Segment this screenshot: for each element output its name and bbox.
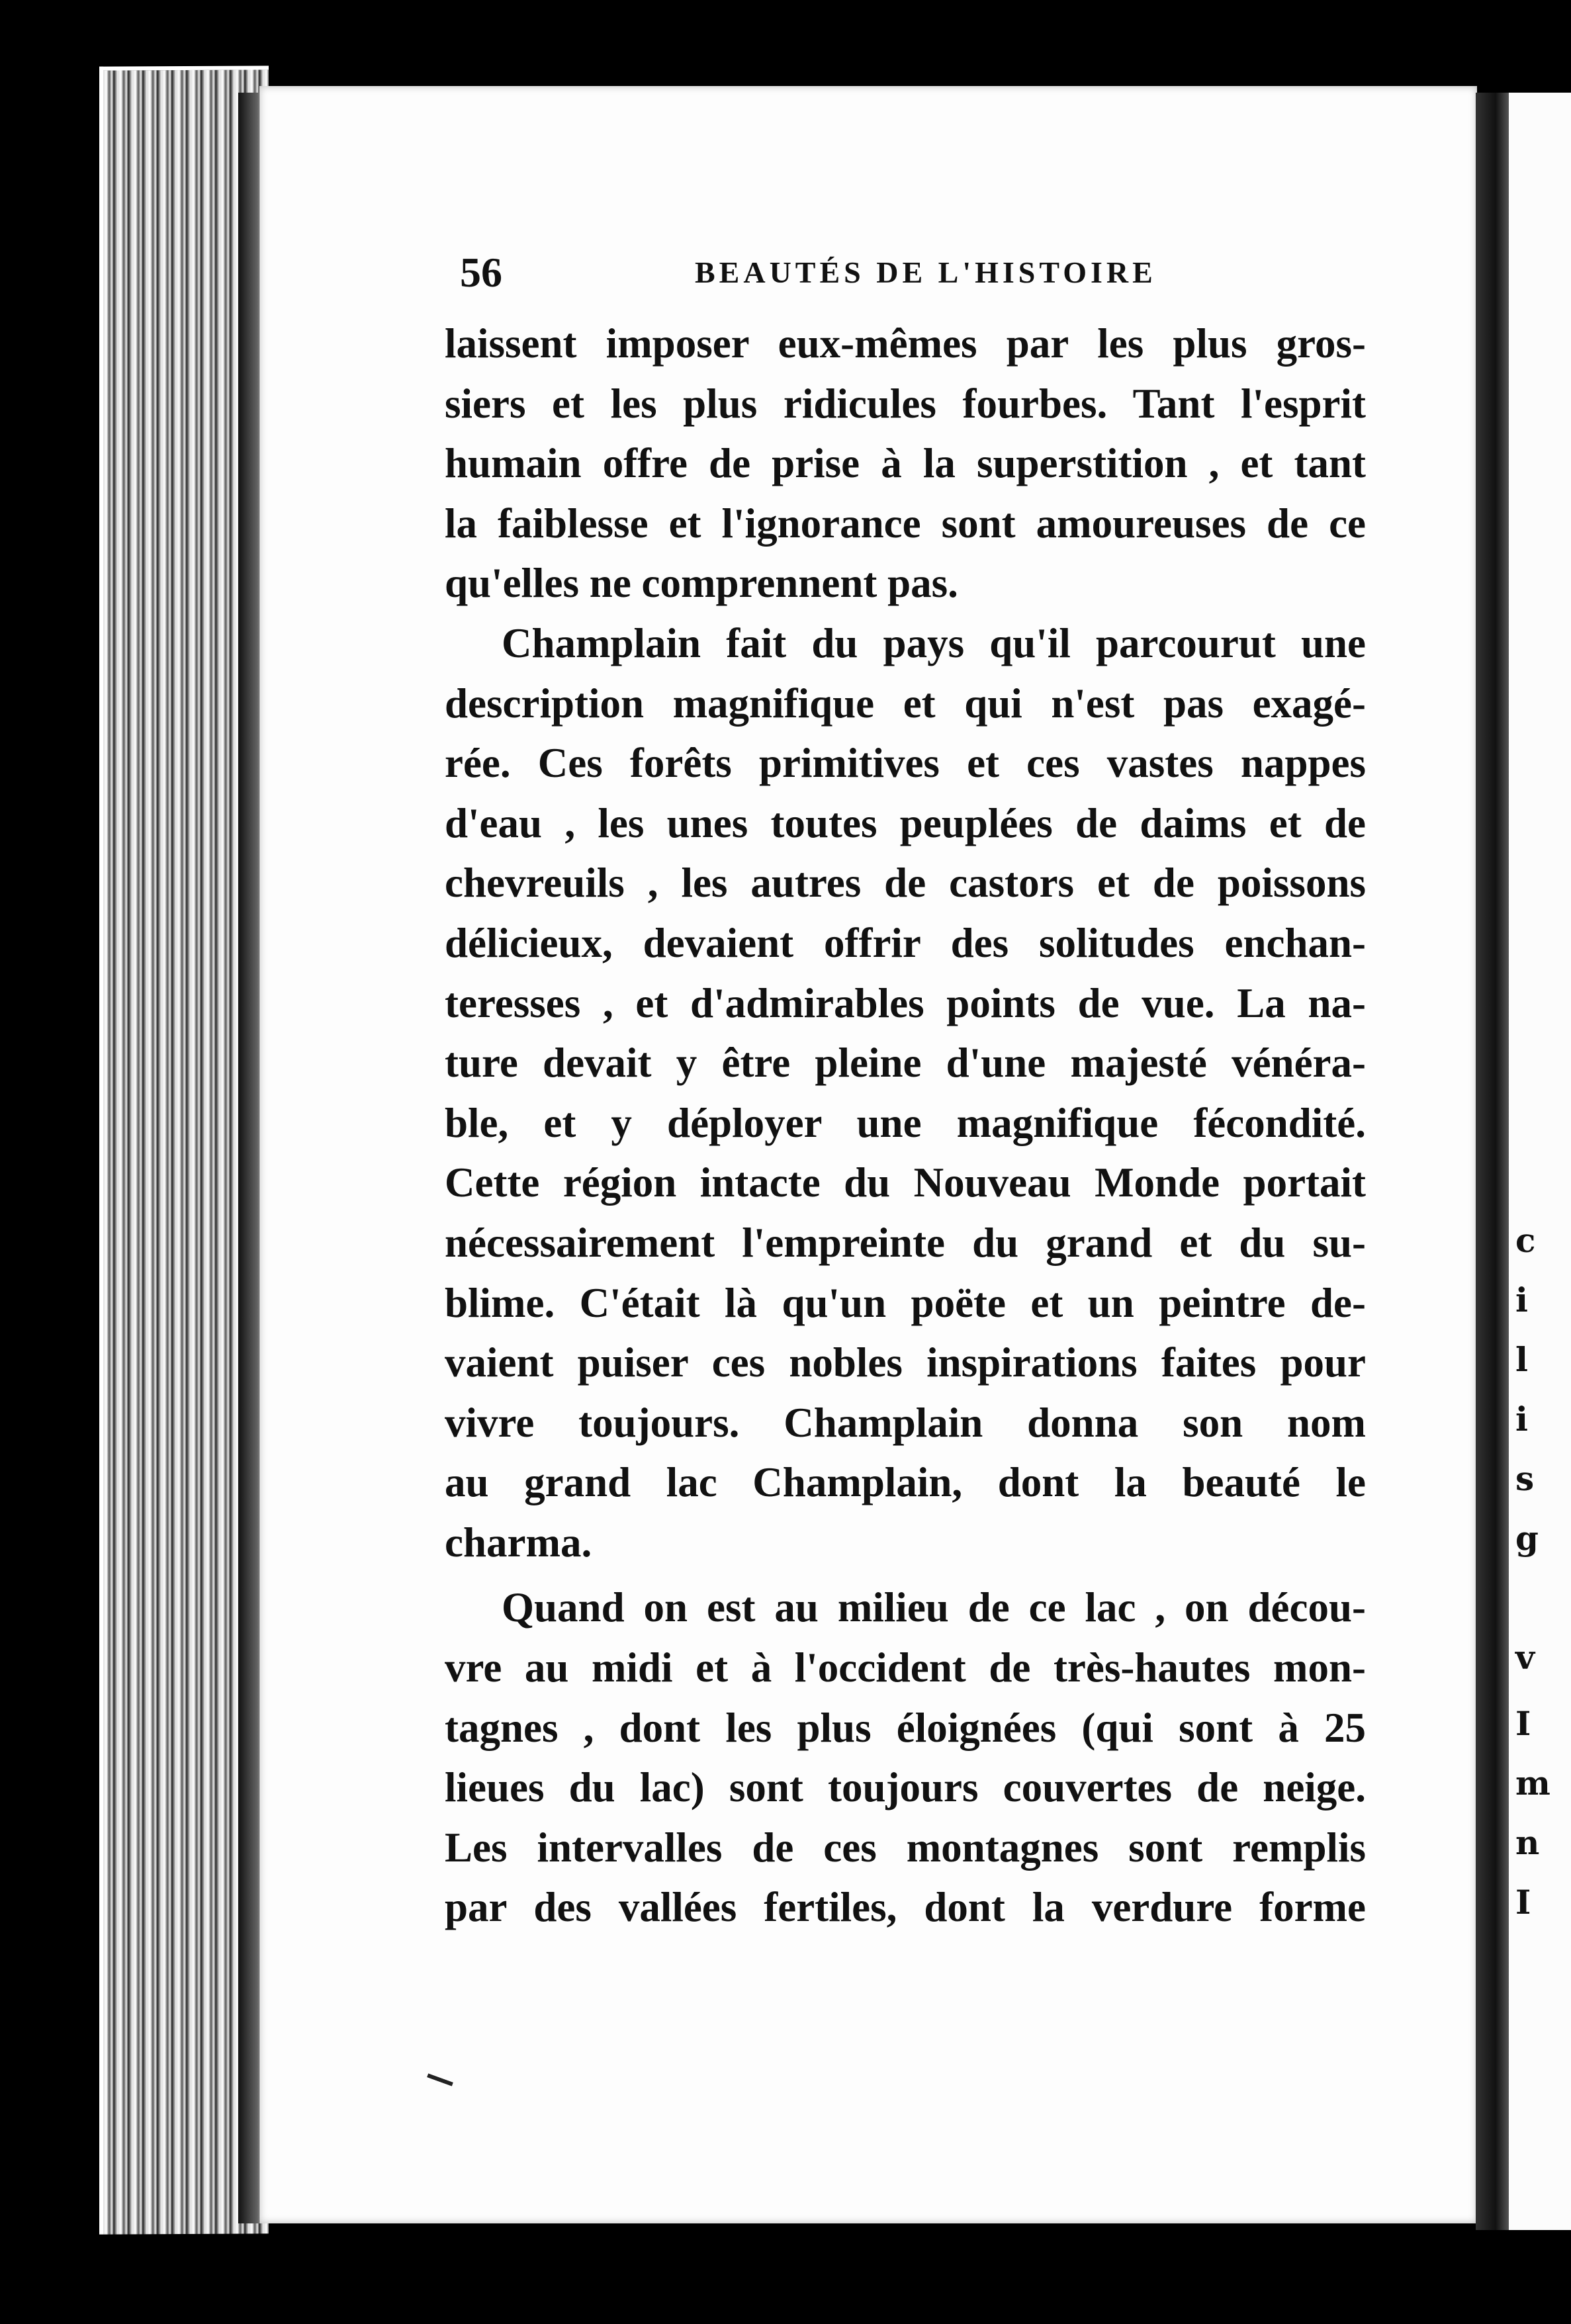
gutter-shadow [1476,93,1509,2230]
text-line: ble, et y déployer une magnifique fécondité. [445,1099,1366,1146]
text-line: d'eau , les unes toutes peuplées de daims et de [445,799,1366,846]
text-line: humain offre de prise à la superstition , et tant [445,440,1366,487]
body-text [445,314,1366,1938]
facing-fragment: s [1515,1459,1535,1498]
text-line: tagnes , dont les plus éloignées (qui sont à 25 [445,1704,1366,1751]
page-number: 56 [460,249,502,296]
text-line: blime. C'était là qu'un poëte et un peintre de- [445,1279,1366,1326]
facing-fragment: I [1515,1704,1531,1743]
text-line: chevreuils , les autres de castors et de poissons [445,860,1366,907]
facing-fragment: n [1515,1823,1540,1862]
text-line: laissent imposer eux-mêmes par les plus gros- [445,320,1366,367]
text-line: délicieux, devaient offrir des solitudes enchan- [445,919,1366,966]
facing-page [1509,93,1571,2230]
text-line: nécessairement l'empreinte du grand et du su- [445,1219,1366,1266]
text-line: Cette région intacte du Nouveau Monde portait [445,1159,1366,1206]
running-title: BEAUTÉS DE L'HISTOIRE [695,255,1157,289]
facing-fragment: l [1515,1340,1528,1379]
facing-fragment: i [1515,1280,1528,1319]
text-line: Les intervalles de ces montagnes sont remplis [445,1824,1366,1871]
spine-shadow [238,93,258,2223]
facing-fragment: c [1515,1221,1536,1260]
text-line: teresses , et d'admirables points de vue. La na- [445,979,1366,1026]
text-line: charma. [445,1519,592,1566]
text-line: Champlain fait du pays qu'il parcourut une [502,619,1366,666]
text-line: vivre toujours. Champlain donna son nom [445,1399,1366,1446]
text-line: description magnifique et qui n'est pas exagé- [445,680,1366,727]
text-line: la faiblesse et l'ignorance sont amoureuses de ce [445,500,1366,547]
paragraph-gap [445,1572,1366,1578]
text-line: par des vallées fertiles, dont la verdure forme [445,1884,1366,1931]
facing-fragment: g [1515,1519,1539,1558]
facing-fragment: I [1515,1883,1531,1922]
text-line: Quand on est au milieu de ce lac , on décou- [502,1584,1366,1631]
text-line: ture devait y être pleine d'une majesté vénéra- [445,1040,1366,1087]
facing-fragment: v [1515,1638,1535,1677]
text-line: lieues du lac) sont toujours couvertes de neige. [445,1764,1366,1811]
text-line: qu'elles ne comprennent pas. [445,560,958,607]
text-line: au grand lac Champlain, dont la beauté le [445,1459,1366,1506]
text-line: siers et les plus ridicules fourbes. Tant l'esprit [445,380,1366,427]
text-line: rée. Ces forêts primitives et ces vastes nappes [445,740,1366,787]
text-line: vre au midi et à l'occident de très-hautes mon- [445,1644,1366,1691]
facing-fragment: i [1515,1400,1528,1439]
text-line: vaient puiser ces nobles inspirations faites pour [445,1339,1366,1386]
facing-fragment: m [1515,1764,1550,1803]
